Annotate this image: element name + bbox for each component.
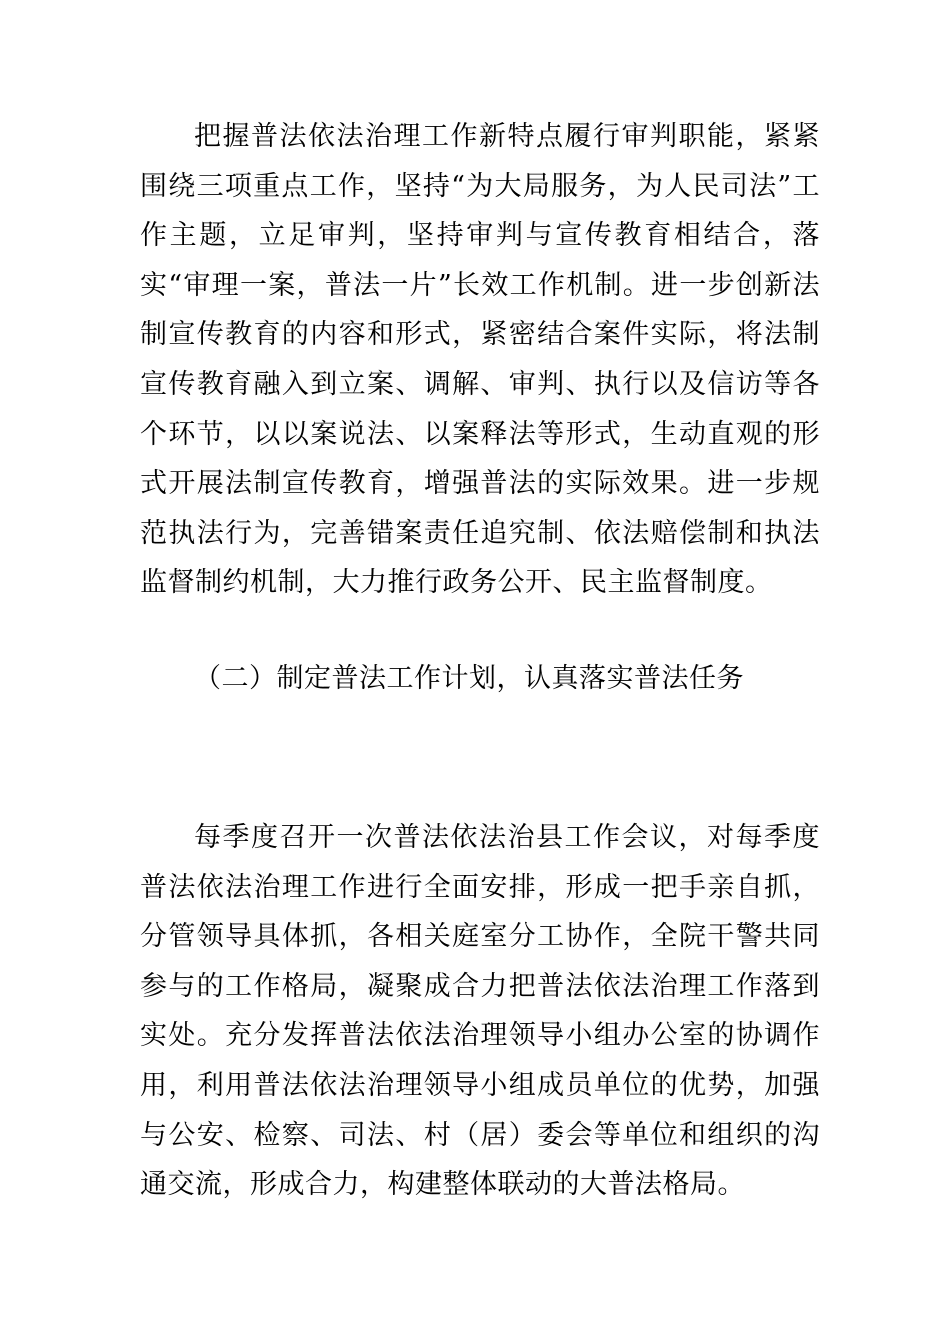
section-heading: （二）制定普法工作计划，认真落实普法任务 [194,663,744,694]
body-paragraph-1: 把握普法依法治理工作新特点履行审判职能，紧紧围绕三项重点工作，坚持“为大局服务，为人民司法”工作主题，立足审判，坚持审判与宣传教育相结合，落实“审理一案，普法一片”长效工作机制。进一步创新法制宣传教育的内容和形式，紧密结合案件实际，将法制宣传教育融入到立案、调解、审判、执行以及信访等各个环节，以以案说法、以案释法等形式，生动直观的形式开展法制宣传教育，增强普法的实际效果。进一步规范执法行为，完善错案责任追究制、依法赔偿制和执法监督制约机制，大力推行政务公开、民主监督制度。 [140,121,820,599]
body-paragraph-2: 每季度召开一次普法依法治县工作会议，对每季度普法依法治理工作进行全面安排，形成一把手亲自抓，分管领导具体抓，各相关庭室分工协作，全院干警共同参与的工作格局，凝聚成合力把普法依法治理工作落到实处。充分发挥普法依法治理领导小组办公室的协调作用，利用普法依法治理领导小组成员单位的优势，加强与公安、检察、司法、村（居）委会等单位和组织的沟通交流，形成合力，构建整体联动的大普法格局。 [140,822,820,1201]
